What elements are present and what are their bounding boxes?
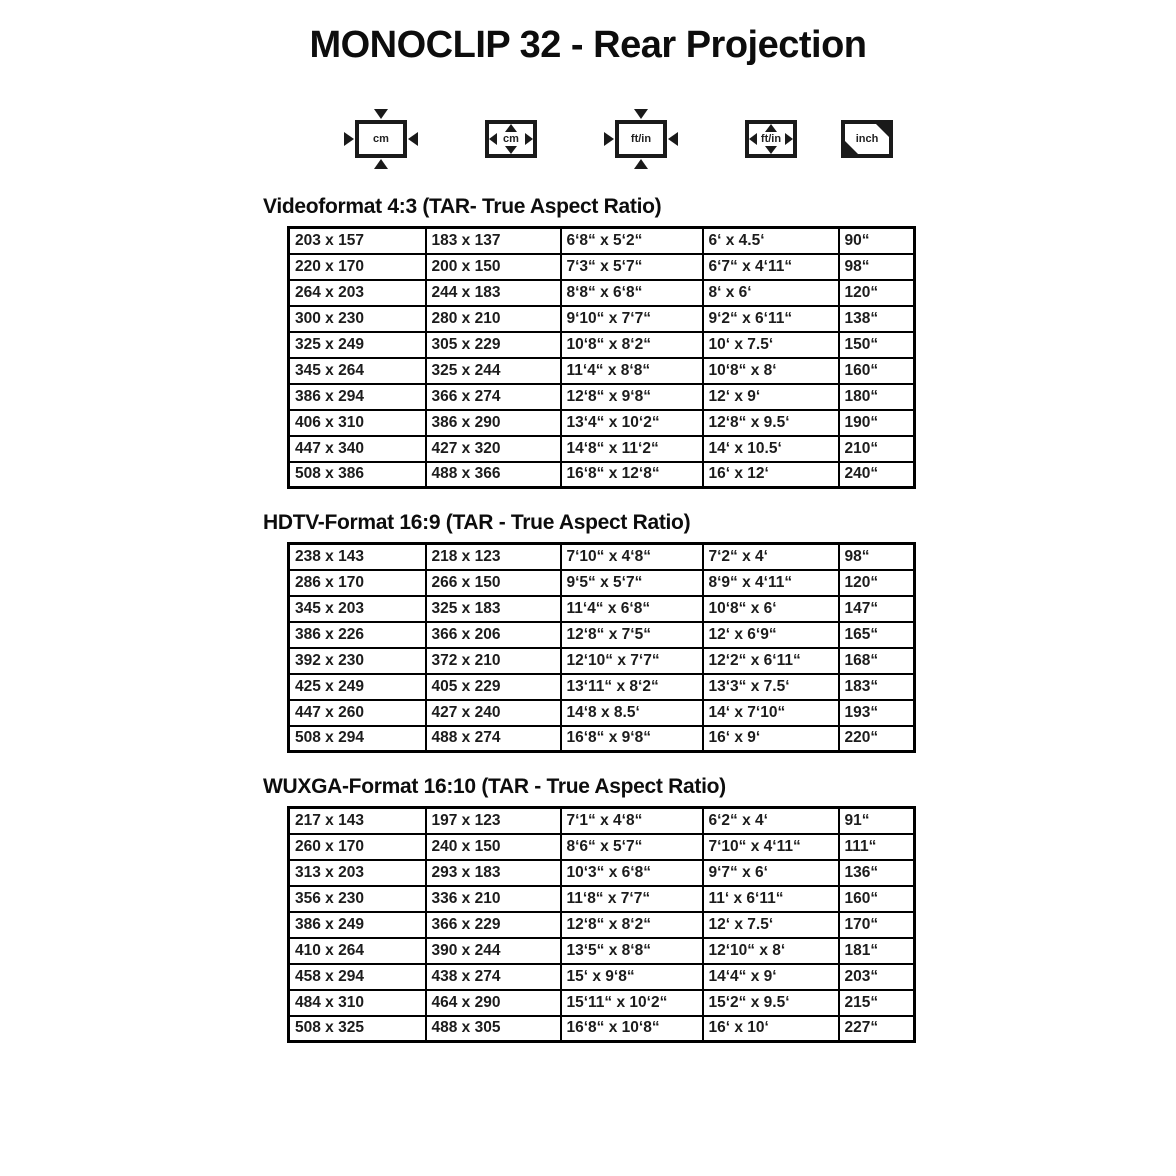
table-cell: 14‘4“ x 9‘ <box>703 964 839 990</box>
table-cell: 238 x 143 <box>289 544 426 570</box>
table-cell: 438 x 274 <box>426 964 561 990</box>
table-row <box>289 622 915 648</box>
table-cell: 406 x 310 <box>289 410 426 436</box>
table-cell: 16‘ x 12‘ <box>703 462 839 488</box>
table-row <box>289 990 915 1016</box>
table-cell: 14‘8“ x 11‘2“ <box>561 436 703 462</box>
arrow-up-icon <box>374 159 388 169</box>
table-cell: 12‘8“ x 7‘5“ <box>561 622 703 648</box>
table-cell: 16‘8“ x 12‘8“ <box>561 462 703 488</box>
table-row <box>289 384 915 410</box>
section-heading: HDTV-Format 16:9 (TAR - True Aspect Ratio) <box>263 511 691 534</box>
table-cell: 7‘1“ x 4‘8“ <box>561 808 703 834</box>
table-cell: 405 x 229 <box>426 674 561 700</box>
table-cell: 203 x 157 <box>289 228 426 254</box>
table-cell: 12‘2“ x 6‘11“ <box>703 648 839 674</box>
table-cell: 336 x 210 <box>426 886 561 912</box>
table-cell: 170“ <box>839 912 915 938</box>
table-body <box>289 808 915 1042</box>
table-cell: 244 x 183 <box>426 280 561 306</box>
arrow-right-icon <box>785 133 793 145</box>
table-cell: 227“ <box>839 1016 915 1042</box>
section-heading: Videoformat 4:3 (TAR- True Aspect Ratio) <box>263 195 662 218</box>
arrow-right-icon <box>344 132 354 146</box>
table-cell: 447 x 340 <box>289 436 426 462</box>
table-row <box>289 860 915 886</box>
table-cell: 16‘8“ x 10‘8“ <box>561 1016 703 1042</box>
table-cell: 197 x 123 <box>426 808 561 834</box>
table-body <box>289 544 915 752</box>
table-cell: 447 x 260 <box>289 700 426 726</box>
table-cell: 240 x 150 <box>426 834 561 860</box>
table-row <box>289 912 915 938</box>
table-cell: 91“ <box>839 808 915 834</box>
table-cell: 16‘ x 10‘ <box>703 1016 839 1042</box>
table-row <box>289 462 915 488</box>
icon-label: inch <box>855 132 879 145</box>
table-cell: 12‘8“ x 8‘2“ <box>561 912 703 938</box>
table-cell: 425 x 249 <box>289 674 426 700</box>
table-cell: 7‘10“ x 4‘8“ <box>561 544 703 570</box>
table-cell: 13‘11“ x 8‘2“ <box>561 674 703 700</box>
table-cell: 13‘3“ x 7.5‘ <box>703 674 839 700</box>
table-row <box>289 726 915 752</box>
table-cell: 220 x 170 <box>289 254 426 280</box>
table-cell: 390 x 244 <box>426 938 561 964</box>
table-cell: 372 x 210 <box>426 648 561 674</box>
table-cell: 508 x 325 <box>289 1016 426 1042</box>
table-cell: 12‘ x 9‘ <box>703 384 839 410</box>
table-cell: 16‘8“ x 9‘8“ <box>561 726 703 752</box>
arrow-down-icon <box>634 109 648 119</box>
icon-label: ft/in <box>630 132 652 145</box>
icon-label: ft/in <box>760 132 782 145</box>
content-column <box>263 195 1176 1043</box>
table-cell: 293 x 183 <box>426 860 561 886</box>
table-cell: 386 x 294 <box>289 384 426 410</box>
table-cell: 11‘4“ x 8‘8“ <box>561 358 703 384</box>
table-cell: 190“ <box>839 410 915 436</box>
table-cell: 165“ <box>839 622 915 648</box>
table-cell: 7‘3“ x 5‘7“ <box>561 254 703 280</box>
table-cell: 488 x 305 <box>426 1016 561 1042</box>
table-cell: 345 x 264 <box>289 358 426 384</box>
wuxga-16-10-table <box>287 806 916 1043</box>
arrow-left-icon <box>408 132 418 146</box>
table-cell: 6‘7“ x 4‘11“ <box>703 254 839 280</box>
arrow-left-icon <box>749 133 757 145</box>
table-cell: 488 x 366 <box>426 462 561 488</box>
table-cell: 9‘10“ x 7‘7“ <box>561 306 703 332</box>
table-cell: 160“ <box>839 886 915 912</box>
table-row <box>289 332 915 358</box>
table-cell: 136“ <box>839 860 915 886</box>
page-title: MONOCLIP 32 - Rear Projection <box>309 24 867 66</box>
table-cell: 488 x 274 <box>426 726 561 752</box>
table-cell: 366 x 206 <box>426 622 561 648</box>
table-cell: 386 x 290 <box>426 410 561 436</box>
table-cell: 15‘2“ x 9.5‘ <box>703 990 839 1016</box>
table-row <box>289 544 915 570</box>
arrow-down-icon <box>505 146 517 154</box>
table-row <box>289 306 915 332</box>
arrow-right-icon <box>525 133 533 145</box>
table-cell: 280 x 210 <box>426 306 561 332</box>
table-cell: 138“ <box>839 306 915 332</box>
table-cell: 14‘ x 7‘10“ <box>703 700 839 726</box>
table-cell: 7‘10“ x 4‘11“ <box>703 834 839 860</box>
table-cell: 12‘ x 6‘9“ <box>703 622 839 648</box>
table-row <box>289 228 915 254</box>
table-cell: 10‘8“ x 6‘ <box>703 596 839 622</box>
table-cell: 10‘8“ x 8‘2“ <box>561 332 703 358</box>
table-cell: 260 x 170 <box>289 834 426 860</box>
table-cell: 10‘ x 7.5‘ <box>703 332 839 358</box>
table-row <box>289 570 915 596</box>
table-row <box>289 964 915 990</box>
table-row <box>289 254 915 280</box>
table-cell: 7‘2“ x 4‘ <box>703 544 839 570</box>
table-row <box>289 280 915 306</box>
table-cell: 98“ <box>839 544 915 570</box>
corner-top-right-icon <box>876 124 889 137</box>
table-cell: 345 x 203 <box>289 596 426 622</box>
section-heading: WUXGA-Format 16:10 (TAR - True Aspect Ratio) <box>263 775 726 798</box>
section-hdtv-16-9 <box>263 511 1176 753</box>
table-body <box>289 228 915 488</box>
table-cell: 508 x 294 <box>289 726 426 752</box>
table-cell: 6‘2“ x 4‘ <box>703 808 839 834</box>
table-row <box>289 436 915 462</box>
arrow-left-icon <box>489 133 497 145</box>
table-row <box>289 1016 915 1042</box>
table-cell: 11‘8“ x 7‘7“ <box>561 886 703 912</box>
table-row <box>289 886 915 912</box>
arrow-up-icon <box>505 124 517 132</box>
table-cell: 286 x 170 <box>289 570 426 596</box>
table-cell: 98“ <box>839 254 915 280</box>
corner-bottom-left-icon <box>845 141 858 154</box>
table-cell: 325 x 244 <box>426 358 561 384</box>
table-cell: 9‘2“ x 6‘11“ <box>703 306 839 332</box>
table-cell: 11‘ x 6‘11“ <box>703 886 839 912</box>
table-cell: 150“ <box>839 332 915 358</box>
table-cell: 427 x 320 <box>426 436 561 462</box>
table-cell: 8‘9“ x 4‘11“ <box>703 570 839 596</box>
table-cell: 8‘8“ x 6‘8“ <box>561 280 703 306</box>
table-cell: 120“ <box>839 570 915 596</box>
table-cell: 392 x 230 <box>289 648 426 674</box>
table-cell: 264 x 203 <box>289 280 426 306</box>
table-cell: 427 x 240 <box>426 700 561 726</box>
table-cell: 14‘8 x 8.5‘ <box>561 700 703 726</box>
arrow-down-icon <box>374 109 388 119</box>
table-cell: 305 x 229 <box>426 332 561 358</box>
table-cell: 90“ <box>839 228 915 254</box>
table-cell: 11‘4“ x 6‘8“ <box>561 596 703 622</box>
table-cell: 180“ <box>839 384 915 410</box>
table-cell: 12‘10“ x 8‘ <box>703 938 839 964</box>
table-cell: 366 x 274 <box>426 384 561 410</box>
table-cell: 193“ <box>839 700 915 726</box>
table-row <box>289 938 915 964</box>
table-row <box>289 700 915 726</box>
table-cell: 410 x 264 <box>289 938 426 964</box>
table-row <box>289 648 915 674</box>
table-cell: 10‘3“ x 6‘8“ <box>561 860 703 886</box>
table-cell: 325 x 183 <box>426 596 561 622</box>
icon-label: cm <box>373 132 389 145</box>
table-cell: 386 x 249 <box>289 912 426 938</box>
arrow-down-icon <box>765 146 777 154</box>
table-cell: 458 x 294 <box>289 964 426 990</box>
table-row <box>289 596 915 622</box>
table-cell: 240“ <box>839 462 915 488</box>
icon-label: cm <box>503 132 519 145</box>
table-cell: 200 x 150 <box>426 254 561 280</box>
table-cell: 16‘ x 9‘ <box>703 726 839 752</box>
arrow-right-icon <box>604 132 614 146</box>
table-cell: 220“ <box>839 726 915 752</box>
table-cell: 10‘8“ x 8‘ <box>703 358 839 384</box>
table-row <box>289 808 915 834</box>
unit-icons-row <box>72 103 1176 175</box>
table-cell: 181“ <box>839 938 915 964</box>
table-cell: 120“ <box>839 280 915 306</box>
table-cell: 13‘4“ x 10‘2“ <box>561 410 703 436</box>
table-cell: 8‘6“ x 5‘7“ <box>561 834 703 860</box>
inner-area-ftin-icon <box>745 120 797 158</box>
hdtv-16-9-table <box>287 542 916 753</box>
table-cell: 13‘5“ x 8‘8“ <box>561 938 703 964</box>
table-cell: 12‘8“ x 9.5‘ <box>703 410 839 436</box>
table-row <box>289 358 915 384</box>
table-cell: 9‘5“ x 5‘7“ <box>561 570 703 596</box>
table-cell: 8‘ x 6‘ <box>703 280 839 306</box>
table-cell: 218 x 123 <box>426 544 561 570</box>
table-cell: 147“ <box>839 596 915 622</box>
table-cell: 111“ <box>839 834 915 860</box>
table-cell: 183“ <box>839 674 915 700</box>
table-row <box>289 834 915 860</box>
table-cell: 203“ <box>839 964 915 990</box>
table-row <box>289 674 915 700</box>
table-cell: 356 x 230 <box>289 886 426 912</box>
table-cell: 325 x 249 <box>289 332 426 358</box>
table-cell: 160“ <box>839 358 915 384</box>
table-cell: 6‘8“ x 5‘2“ <box>561 228 703 254</box>
table-cell: 313 x 203 <box>289 860 426 886</box>
table-cell: 15‘ x 9‘8“ <box>561 964 703 990</box>
table-cell: 464 x 290 <box>426 990 561 1016</box>
videoformat-4-3-table <box>287 226 916 489</box>
table-cell: 484 x 310 <box>289 990 426 1016</box>
table-cell: 217 x 143 <box>289 808 426 834</box>
table-cell: 12‘ x 7.5‘ <box>703 912 839 938</box>
table-cell: 12‘8“ x 9‘8“ <box>561 384 703 410</box>
table-cell: 6‘ x 4.5‘ <box>703 228 839 254</box>
table-cell: 9‘7“ x 6‘ <box>703 860 839 886</box>
inner-area-cm-icon <box>485 120 537 158</box>
table-cell: 183 x 137 <box>426 228 561 254</box>
arrow-up-icon <box>634 159 648 169</box>
table-cell: 386 x 226 <box>289 622 426 648</box>
arrow-left-icon <box>668 132 678 146</box>
table-cell: 210“ <box>839 436 915 462</box>
table-cell: 12‘10“ x 7‘7“ <box>561 648 703 674</box>
table-cell: 266 x 150 <box>426 570 561 596</box>
table-cell: 300 x 230 <box>289 306 426 332</box>
table-cell: 15‘11“ x 10‘2“ <box>561 990 703 1016</box>
outer-frame-cm-icon <box>355 120 407 158</box>
arrow-up-icon <box>765 124 777 132</box>
table-cell: 168“ <box>839 648 915 674</box>
table-row <box>289 410 915 436</box>
table-cell: 14‘ x 10.5‘ <box>703 436 839 462</box>
diagonal-inch-icon <box>841 120 893 158</box>
outer-frame-ftin-icon <box>615 120 667 158</box>
table-cell: 508 x 386 <box>289 462 426 488</box>
table-cell: 215“ <box>839 990 915 1016</box>
table-cell: 366 x 229 <box>426 912 561 938</box>
section-wuxga-16-10 <box>263 775 1176 1043</box>
section-videoformat-4-3 <box>263 195 1176 489</box>
